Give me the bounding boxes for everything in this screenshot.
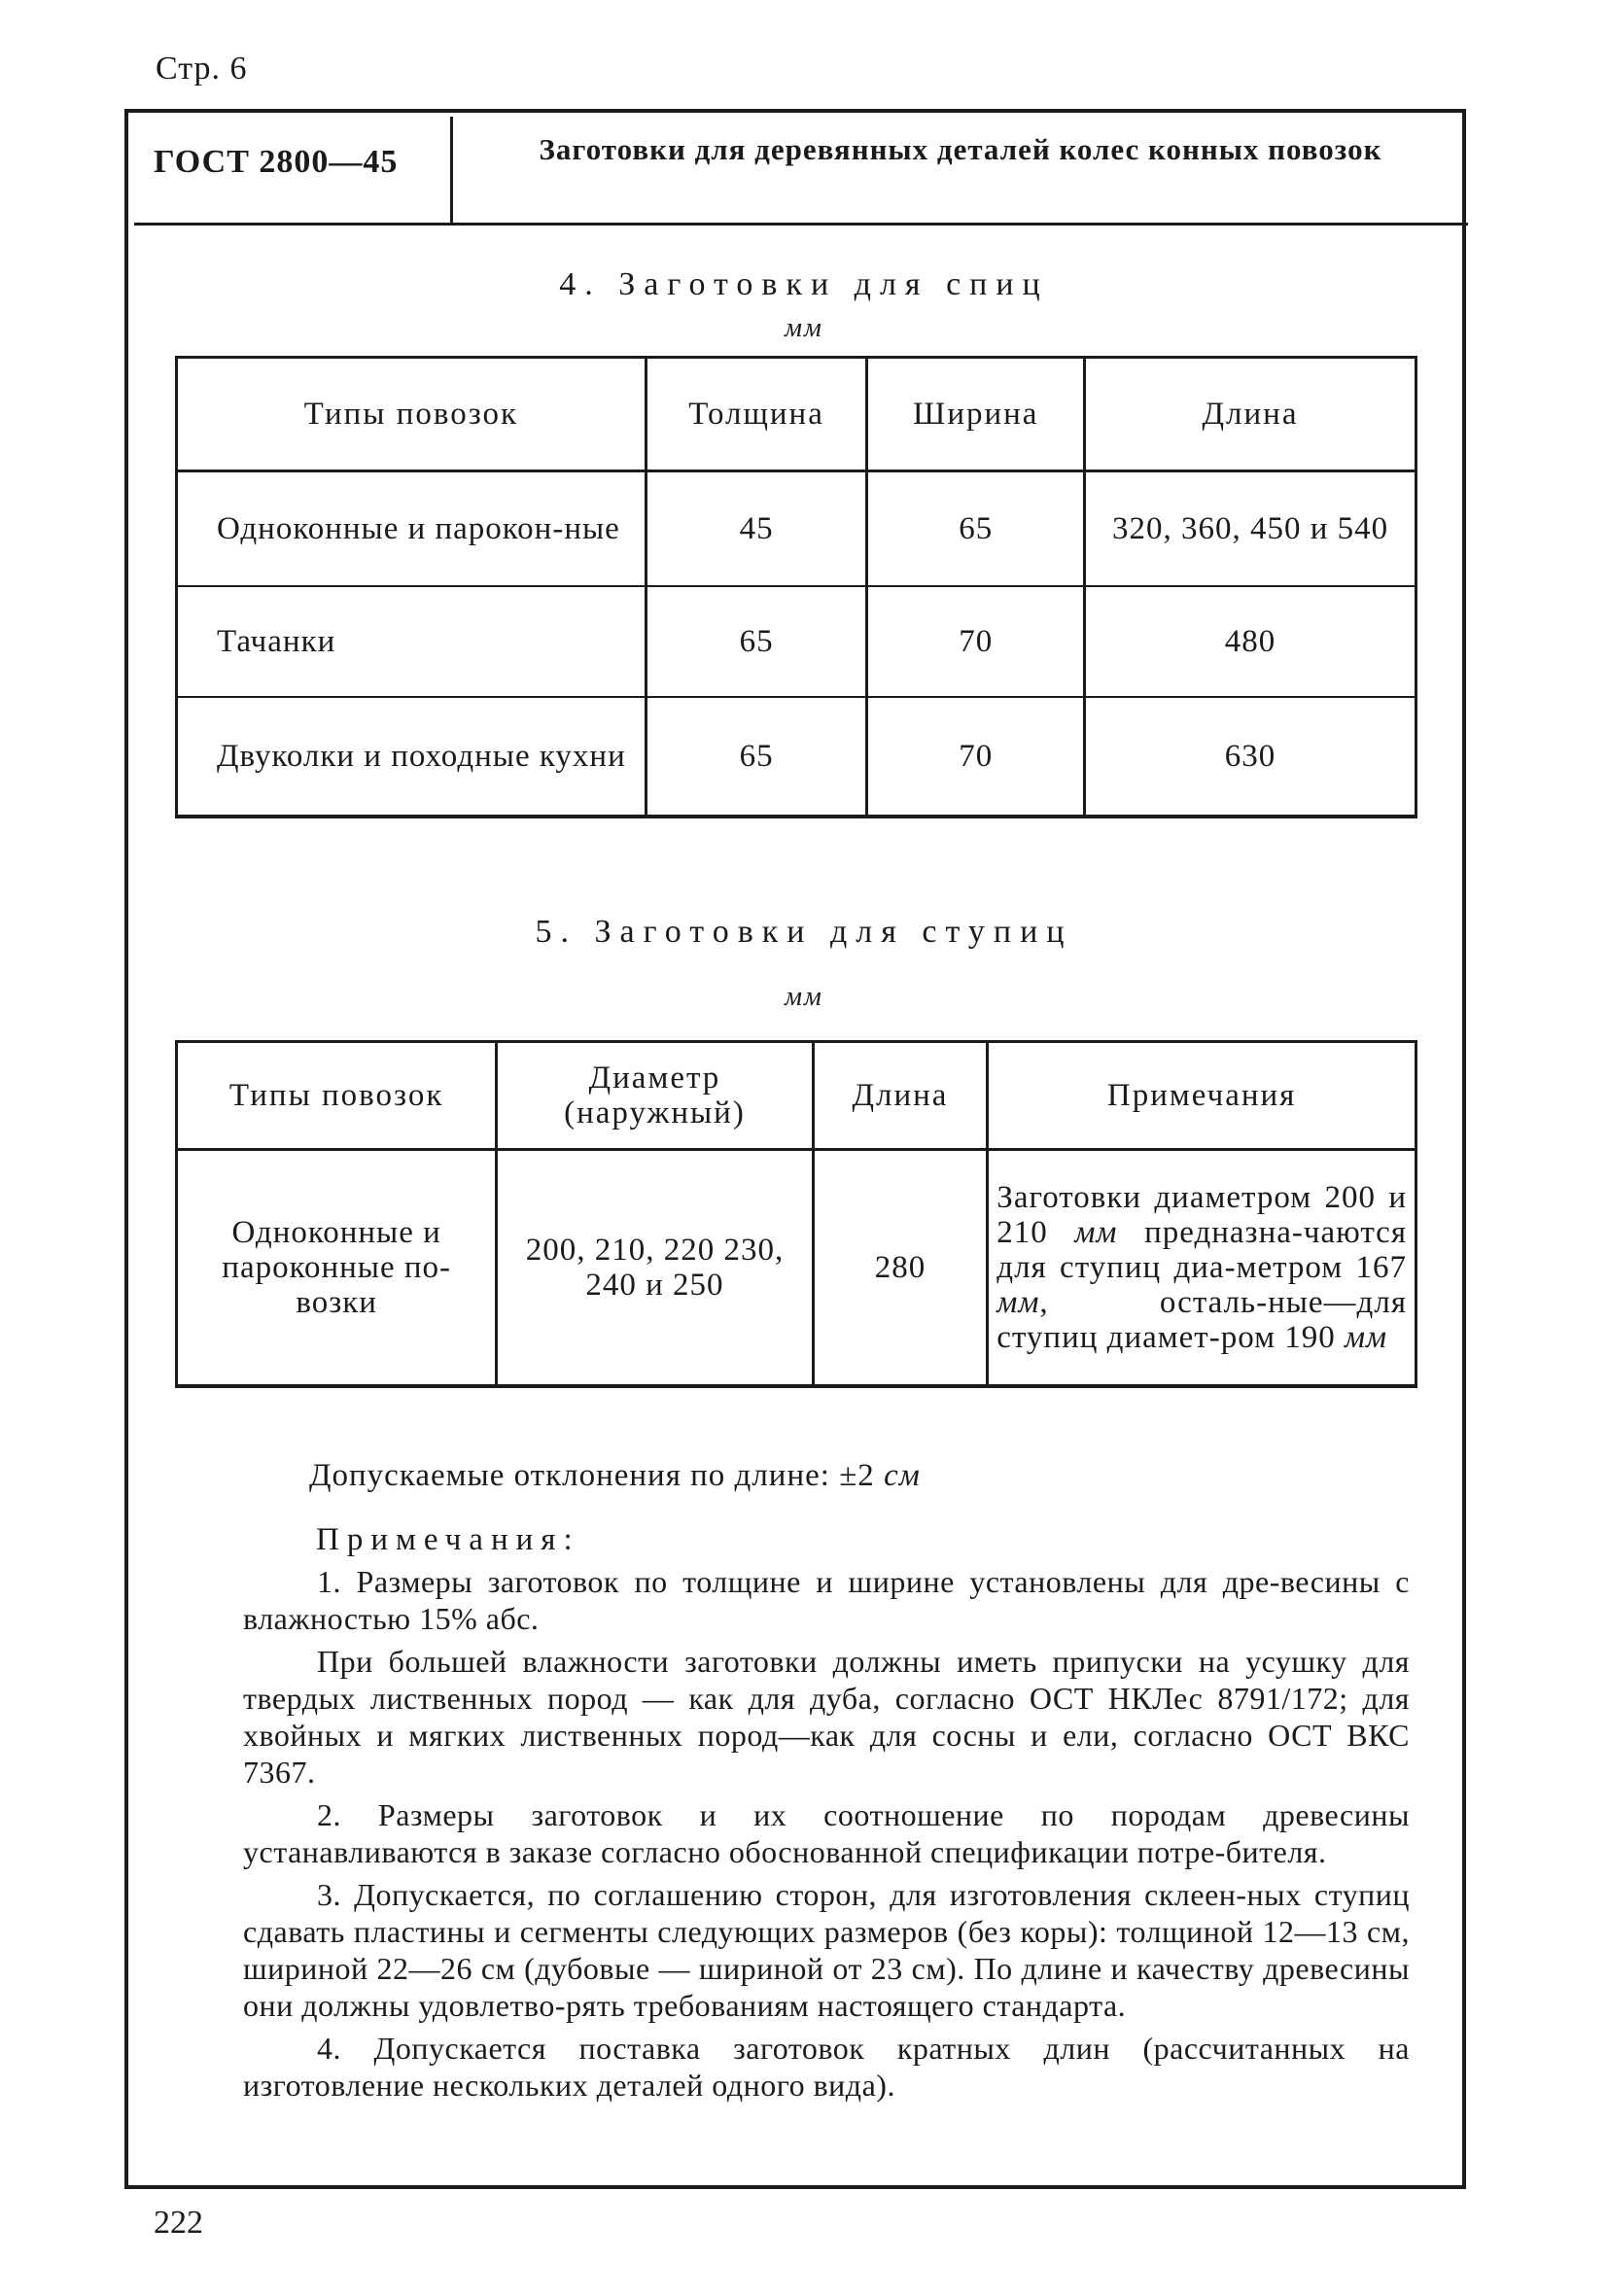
note-paragraph: 2. Размеры заготовок и их соотношение по породам древесины устанавливаются в заказе согласно обоснованной спецификации потре-бителя. <box>243 1797 1410 1869</box>
table-row <box>177 697 1416 817</box>
table5-hubs <box>175 1040 1417 1388</box>
header-divider <box>450 117 453 223</box>
column-header: Толщина <box>646 358 867 471</box>
column-header: Длина <box>813 1042 988 1150</box>
cell-width: 70 <box>867 697 1085 817</box>
table5-unit: мм <box>785 982 823 1012</box>
cell-length: 320, 360, 450 и 540 <box>1085 471 1416 587</box>
column-header: Примечания <box>988 1042 1416 1150</box>
table4-title: 4. Заготовки для спиц <box>559 266 1049 302</box>
table5-title: 5. Заготовки для ступиц <box>535 914 1073 950</box>
note-paragraph: 3. Допускается, по соглашению сторон, для изготовления склеен-ных ступиц сдавать пластины и сегменты следующих размеров (без коры): толщиной 12—13 см, шириной 22—26 см (дубовые — шириной от 23 см). По длине и качеству древесины они должны удовлетво-рять требованиям настоящего стандарта. <box>243 1877 1410 2023</box>
column-header: Ширина <box>867 358 1085 471</box>
note-paragraph: 4. Допускается поставка заготовок кратных длин (рассчитанных на изготовление нескольких деталей одного вида). <box>243 2031 1410 2103</box>
cell-width: 65 <box>867 471 1085 587</box>
table4-spokes <box>175 356 1417 818</box>
note-text: предназна-чаются для ступиц диа-метром 167 <box>996 1215 1407 1285</box>
page-number-bottom: 222 <box>154 2205 203 2241</box>
table4-unit: мм <box>785 313 823 343</box>
document-title: Заготовки для деревянных деталей колес конных повозок <box>539 132 1382 166</box>
note-text: , осталь-ные—для ступиц диамет-ром 190 <box>996 1285 1407 1355</box>
table-row <box>177 586 1416 697</box>
table-row <box>177 471 1416 587</box>
column-header: Длина <box>1085 358 1416 471</box>
table-row <box>177 1150 1416 1387</box>
tolerance-text: Допускаемые отклонения по длине: ±2 <box>309 1458 885 1493</box>
page-label-top: Стр. 6 <box>156 51 248 87</box>
notes-body <box>243 1563 1410 2109</box>
cell-thickness: 65 <box>646 697 867 817</box>
cell-type: Двуколки и походные кухни <box>177 697 647 817</box>
cell-width: 70 <box>867 586 1085 697</box>
cell-length: 280 <box>813 1150 988 1387</box>
cell-type: Одноконные и пароконные по-возки <box>177 1150 497 1387</box>
document-header <box>134 117 1468 226</box>
cell-note <box>988 1150 1416 1387</box>
tolerance-line <box>309 1458 921 1494</box>
table-header-row <box>177 1042 1416 1150</box>
note-unit: мм <box>1344 1320 1388 1355</box>
column-header: Диаметр (наружный) <box>497 1042 813 1150</box>
cell-diameter: 200, 210, 220 230, 240 и 250 <box>497 1150 813 1387</box>
cell-length: 480 <box>1085 586 1416 697</box>
note-paragraph: 1. Размеры заготовок по толщине и ширине установлены для дре-весины с влажностью 15% абс. <box>243 1564 1410 1636</box>
table-header-row <box>177 358 1416 471</box>
notes-heading: Примечания: <box>316 1522 580 1557</box>
column-header: Типы повозок <box>177 1042 497 1150</box>
cell-type: Одноконные и парокон-ные <box>177 471 647 587</box>
cell-thickness: 45 <box>646 471 867 587</box>
tolerance-unit: см <box>884 1458 921 1493</box>
cell-thickness: 65 <box>646 586 867 697</box>
column-header: Типы повозок <box>177 358 647 471</box>
gost-code: ГОСТ 2800—45 <box>154 144 399 180</box>
cell-length: 630 <box>1085 697 1416 817</box>
note-text: Заготовки диаметром 200 и 210 <box>996 1180 1407 1250</box>
note-paragraph: При большей влажности заготовки должны иметь припуски на усушку для твердых лиственных пород — как для дуба, согласно ОСТ НКЛес 8791/172; для хвойных и мягких лиственных пород—как для сосны и ели, согласно ОСТ ВКС 7367. <box>243 1644 1410 1790</box>
cell-type: Тачанки <box>177 586 647 697</box>
note-unit: мм <box>1074 1215 1118 1250</box>
note-unit: мм <box>996 1285 1040 1320</box>
